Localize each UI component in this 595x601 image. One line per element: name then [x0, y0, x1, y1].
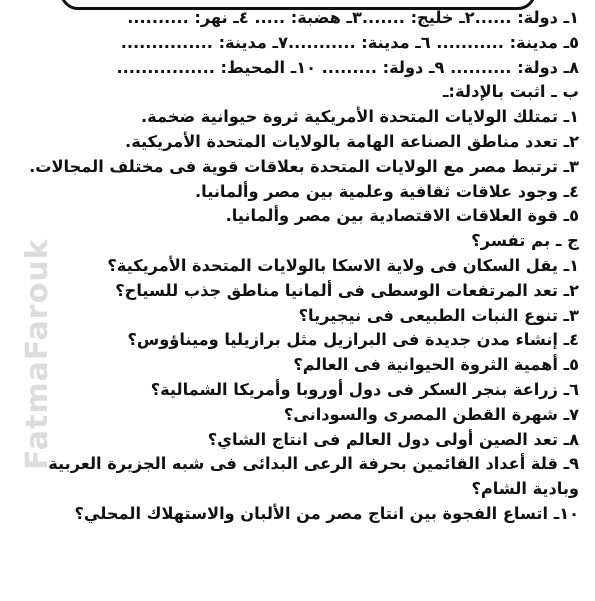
section-c-item-1: ١ـ يقل السكان فى ولاية الاسكا بالولايات المتحدة الأمريكية؟ [107, 255, 579, 275]
worksheet [14, 6, 579, 527]
section-b-item-3: ٣ـ ترتبط مصر مع الولايات المتحدة بعلاقات قوية فى مختلف المجالات. [29, 156, 579, 176]
section-c-item-3: ٣ـ تنوع النبات الطبيعى فى نيجيريا؟ [298, 305, 579, 325]
section-b-heading: ب ـ اثبت بالإدلة:ـ [442, 82, 579, 102]
fill-blank-row-2: ٥ـ مدينة: ........... ٦ـ مدينة: ...........٧ـ مدينة: ............... [120, 32, 579, 52]
section-c-heading: ج ـ بم تفسر؟ [471, 231, 579, 251]
watermark-text: FatmaFarouk [20, 238, 55, 470]
section-c-item-9: ٩ـ قلة أعداد القائمين بحرفة الرعى البدائى فى شبه الجزيرة العربية وبادية الشام؟ [48, 454, 579, 499]
section-c-item-6: ٦ـ زراعة بنجر السكر فى دول أوروبا وأمريكا الشمالية؟ [150, 379, 579, 399]
section-c-item-10: ١٠ـ اتساع الفجوة بين انتاج مصر من الألبان والاستهلاك المحلي؟ [74, 503, 579, 523]
section-c-item-2: ٢ـ تعد المرتفعات الوسطى فى ألمانيا مناطق جذب للسياح؟ [115, 280, 579, 300]
section-c-item-8: ٨ـ تعد الصين أولى دول العالم فى انتاج الشاي؟ [207, 429, 579, 449]
section-b-item-4: ٤ـ وجود علاقات ثقافية وعلمية بين مصر وألمانيا. [194, 181, 579, 201]
section-c-item-7: ٧ـ شهرة القطن المصرى والسودانى؟ [283, 404, 579, 424]
section-c-item-5: ٥ـ أهمية الثروة الحيوانية فى العالم؟ [293, 355, 579, 375]
fill-blank-row-1: ١ـ دولة: ......٢ـ خليج: .......٣ـ هضبة: ..... ٤ـ نهر: .......... [127, 8, 579, 27]
section-b-item-5: ٥ـ قوة العلاقات الاقتصادية بين مصر وألمانيا. [225, 206, 579, 226]
section-c-item-4: ٤ـ إنشاء مدن جديدة فى البرازيل مثل برازيليا وميناؤوس؟ [127, 330, 579, 350]
section-b-item-1: ١ـ تمتلك الولايات المتحدة الأمريكية ثروة حيوانية ضخمة. [141, 107, 579, 127]
fill-blank-row-3: ٨ـ دولة: .......... ٩ـ دولة: ......... ١٠ـ المحيط: ................ [116, 57, 579, 77]
section-b-item-2: ٢ـ تعدد مناطق الصناعة الهامة بالولايات المتحدة الأمريكية. [125, 131, 579, 151]
